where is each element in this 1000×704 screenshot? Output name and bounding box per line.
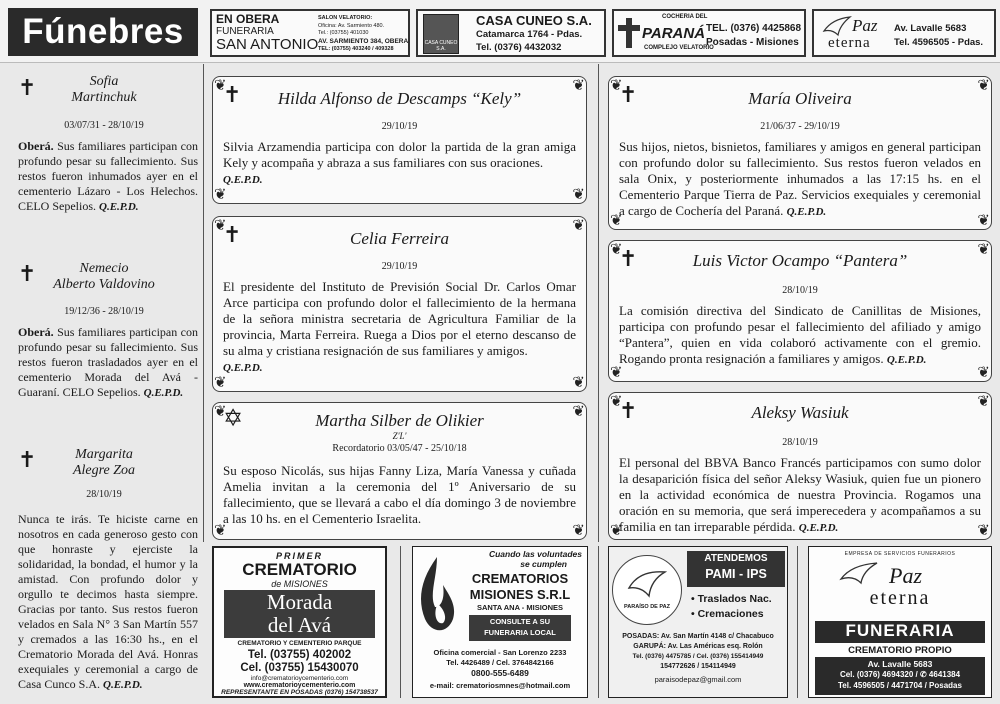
card-date: 28/10/19 [782,285,818,296]
side-date-3: 28/10/19 [86,489,122,500]
dove-icon [627,568,667,598]
side-name-1a: Sofia [89,74,119,89]
corner-ornament-icon: ❦ [610,240,623,258]
side-date-2: 19/12/36 - 28/10/19 [64,306,144,317]
cross-icon: ✝ [619,83,638,108]
corner-ornament-icon: ❦ [977,521,990,539]
card-date: 29/10/19 [381,261,418,272]
paraiso-logo: PARAÍSO DE PAZ [612,555,682,625]
card-text: El personal del BBVA Banco Francés participamos con sumo dolor la desaparición física del señor Aleksy Wasiuk, quien fue un pionero en la actividad económica de nuestra Provincia. Rogamos una oración en su memoria, que será imperecedera y acompañamos a su familia en tan irreparable pérdida. Q.E.P.D. [619,455,981,534]
card-title: María Oliveira [748,89,852,108]
side-date-1: 03/07/31 - 28/10/19 [64,120,144,131]
corner-ornament-icon: ❦ [572,402,585,420]
obituary-card-hilda [212,76,587,204]
ad-funeraria-san-antonio[interactable] [210,9,410,57]
card-text: El presidente del Instituto de Previsión Social Dr. Carlos Omar Arce participa con profundo dolor el fallecimiento de la hermana de la señora ministra secretaria de Agricultura Familiar de la provincia, Marta Ferreira. Ruega a Dios por el eterno descanso de su alma y cristiana resignación de sus familiares y amigos. Q.E.P.D. [223,279,576,374]
card-subtitle: Z'L' [392,431,407,441]
corner-ornament-icon: ❦ [214,216,227,234]
card-date: 28/10/19 [782,437,818,448]
side-column [8,64,200,704]
card-title: Hilda Alfonso de Descamps “Kely” [277,89,522,108]
corner-ornament-icon: ❦ [572,216,585,234]
side-name-2b: Alberto Valdovino [53,277,155,292]
obera-line2: FUNERARIA [216,26,274,37]
column-divider [598,64,599,542]
header-bar [0,0,1000,63]
side-text-1: Oberá. Sus familiares participan con profundo pesar su fallecimiento. Sus restos fueron inhumados ayer en el cementerio Lázaro - Los Helechos. CELO Sepelios. Q.E.P.D. [18,139,198,213]
card-text: Silvia Arzamendia participa con dolor la partida de la gran amiga Kely y acompaña y abraza a sus familiares con sus oraciones. Q.E.P.D. [223,139,576,186]
cuneo-logo: CASA CUNEO S.A. [423,14,459,54]
corner-ornament-icon: ❦ [610,76,623,94]
cuneo-tel: Tel. (0376) 4432032 [476,42,562,53]
corner-ornament-icon: ❦ [214,76,227,94]
obera-line3: SAN ANTONIO [216,36,319,53]
ad-casa-cuneo[interactable] [416,9,606,57]
column-divider [797,546,798,698]
corner-ornament-icon: ❦ [610,392,623,410]
corner-ornament-icon: ❦ [214,373,227,391]
card-title: Martha Silber de Olikier [315,411,484,430]
star-of-david-icon: ✡ [223,404,244,432]
paz-address: Av. Lavalle 5683 [894,23,967,34]
cross-icon: ✝ [619,247,638,272]
cross-icon: ✝ [18,262,37,287]
side-name-1b: Martinchuk [71,90,137,105]
cross-icon: ✝ [18,448,37,473]
parana-tel: TEL. (0376) 4425868 [706,23,802,34]
cross-icon: ✝ [18,76,37,101]
corner-ornament-icon: ❦ [977,240,990,258]
card-text: Su esposo Nicolás, sus hijas Fanny Liza, María Vanessa y cuñada Amelia invitan a la ceremonia del 1º Aniversario de su fallecimiento, que se llevará a cabo el día domingo 3 de noviembre a las 10 hs. en el Cementerio Israelita. [223,463,576,526]
cuneo-address: Catamarca 1764 - Pdas. [476,29,583,40]
obera-oficina: Oficina: Av. Sarmiento 480. [318,23,385,29]
corner-ornament-icon: ❦ [572,373,585,391]
corner-ornament-icon: ❦ [977,392,990,410]
side-name-3b: Alegre Zoa [72,463,136,478]
obituary-card-celia [212,216,587,392]
ad-cocheria-del-parana[interactable] [612,9,806,57]
cross-icon: ✝ [223,83,242,108]
corner-ornament-icon: ❦ [572,185,585,203]
obituary-card-martha [212,402,587,540]
column-divider [598,546,599,698]
ad-paz-eterna-header[interactable] [812,9,996,57]
side-text-2: Oberá. Sus familiares participan con profundo pesar su fallecimiento. Sus restos fueron trasladados ayer en el cementerio Morada del Avá - Guaraní. CELO Sepelios. Q.E.P.D. [18,325,198,399]
ad-paraiso-de-paz[interactable]: PARAÍSO DE PAZ ATENDEMOS PAMI - IPS • Traslados Nac. • Cremaciones POSADAS: Av. San Martín 4148 c/ Chacabuco GARUPÁ: Av. Las Américas esq. Rolón Tel. (0376) 4475785 / Cel. (0376) 155414949 154772626 / 154114949 paraisodepaz@gmail.com [608,546,788,698]
ad-crematorios-misiones[interactable]: Cuando las voluntades se cumplen CREMATORIOS MISIONES S.R.L SANTA ANA - MISIONES CONSULTE A SU FUNERARIA LOCAL Oficina comercial - San Lorenzo 2233 Tel. 4426489 / Cel. 3764842166 0800-555-6489 e-mail: crematoriosmnes@hotmail.com [412,546,588,698]
card-title: Aleksy Wasiuk [751,403,849,422]
paz-logo-word1: Paz [852,16,878,35]
corner-ornament-icon: ❦ [977,76,990,94]
obera-line1: EN OBERA [216,12,280,26]
parana-logo: COCHERIA DEL PARANÁ COMPLEJO VELATORIO [618,14,702,54]
card-title: Celia Ferreira [350,229,449,248]
obera-oficina-tel: Tel.: (03755) 401030 [318,30,369,36]
column-divider [203,64,204,542]
corner-ornament-icon: ❦ [610,363,623,381]
obituary-card-luis [608,240,992,382]
corner-ornament-icon: ❦ [572,521,585,539]
side-name-3a: Margarita [75,447,133,462]
ad-paz-eterna-funeraria[interactable]: EMPRESA DE SERVICIOS FUNERARIOS Paz eterna FUNERARIA CREMATORIO PROPIO Av. Lavalle 5683 Cel. (0376) 4694320 / ✆ 4641384 Tel. 4596505 / 4471704 / Posadas [808,546,992,698]
corner-ornament-icon: ❦ [977,211,990,229]
card-date: 29/10/19 [381,121,418,132]
corner-ornament-icon: ❦ [214,402,227,420]
card-title: Luis Victor Ocampo “Pantera” [692,251,908,270]
obituary-card-aleksy [608,392,992,540]
dove-icon [822,15,852,37]
card-text: Sus hijos, nietos, bisnietos, familiares y amigos en general participan con profundo dolor su fallecimiento. Sus restos fueron velados en sala Onix, y posteriormente inhumados a las 17:15 hs. en el Cementerio Parque Tierra de Paz. Servicios exequiales y ceremonial a cargo de Cochería del Paraná. Q.E.P.D. [619,139,981,218]
obera-tel: TEL: (03755) 403240 / 409328 [318,46,394,52]
cuneo-name: CASA CUNEO S.A. [476,13,592,28]
corner-ornament-icon: ❦ [572,76,585,94]
obera-address: AV. SARMIENTO 384, OBERA [318,38,409,45]
paz-tel: Tel. 4596505 - Pdas. [894,37,984,48]
paz-logo-word2: eterna [828,35,871,51]
parana-city: Posadas - Misiones [706,37,799,48]
corner-ornament-icon: ❦ [610,521,623,539]
card-date: 21/06/37 - 29/10/19 [760,121,840,132]
corner-ornament-icon: ❦ [610,211,623,229]
dove-icon [839,561,879,585]
parana-cross-icon [618,18,640,48]
obera-salon: SALON VELATORIO: [318,15,373,21]
corner-ornament-icon: ❦ [214,521,227,539]
flame-icon [417,555,455,637]
card-text: La comisión directiva del Sindicato de Canillitas de Misiones, participa con profundo pesar el fallecimiento del afiliado y amigo “Pantera”, quien en vida colaboró activamente con el gremio. Rogando pronta resignación a familiares y amigos. Q.E.P.D. [619,303,981,366]
obituary-card-maria [608,76,992,230]
ad-morada-del-ava[interactable]: PRIMER CREMATORIO de MISIONES Morada del Avá CREMATORIO Y CEMENTERIO PARQUE Tel. (03755) 402002 Cel. (03755) 15430070 info@crematorioycementerio.com www.crematorioycementerio.com REPRESENTANTE EN POSADAS (0376) 154738537 [212,546,387,698]
column-divider [400,546,401,698]
section-title: Fúnebres [8,8,198,56]
cross-icon: ✝ [223,223,242,248]
cross-icon: ✝ [619,399,638,424]
side-text-3: Nunca te irás. Te hiciste carne en nosotros en cada generoso gesto con que honraste y ejerciste la solidaridad, la bondad, el humor y la amistad. Con profundo dolor y orgullo te decimos hasta siempre. Gracias por tanto. Sus restos fueron velados en Sala N° 3 San Martín 557 y cremados a las 16:30 hs., en el Crematorio Morada del Avá. Honras exequiales y ceremonial a cargo de Casa Cunco S.A. Q.E.P.D. [18,512,198,691]
corner-ornament-icon: ❦ [977,363,990,381]
card-date: Recordatorio 03/05/47 - 25/10/18 [332,443,467,454]
side-name-2a: Nemecio [79,261,129,276]
corner-ornament-icon: ❦ [214,185,227,203]
